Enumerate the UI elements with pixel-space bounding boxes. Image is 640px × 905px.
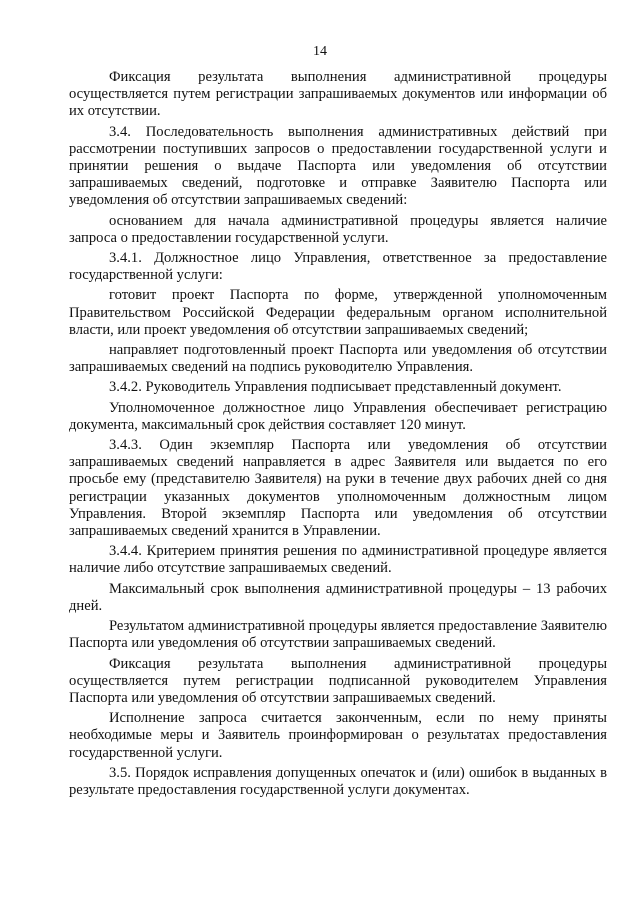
paragraph-3-4-2: 3.4.2. Руководитель Управления подписывает представленный документ. — [109, 379, 562, 396]
paragraph-max-term: Максимальный срок выполнения административной процедуры – 13 рабочих дней. — [69, 580, 607, 614]
paragraph-registration: Уполномоченное должностное лицо Управления обеспечивает регистрацию документа, максимальный срок действия составляет 120 минут. — [69, 399, 607, 433]
document-body — [69, 69, 607, 802]
paragraph-3-5: 3.5. Порядок исправления допущенных опечаток и (или) ошибок в выданных в результате предоставления государственной услуги документах. — [69, 764, 607, 798]
paragraph-fixation-signed: Фиксация результата выполнения административной процедуры осуществляется путем регистрации подписанной руководителем Управления Паспорта или уведомления об отсутствии запрашиваемых сведений. — [69, 655, 607, 706]
paragraph-fixation-result: Фиксация результата выполнения административной процедуры осуществляется путем регистрации запрашиваемых документов или информации об их отсутствии. — [69, 69, 607, 120]
page-number: 14 — [313, 44, 327, 59]
paragraph-3-4-3: 3.4.3. Один экземпляр Паспорта или уведомления об отсутствии запрашиваемых сведений направляется в адрес Заявителя или выдается по его просьбе ему (представителю Заявителя) на руки в течение двух рабочих дней со дня регистрации указанных документов уполномоченным должностным лицом Управления. Второй экземпляр Паспорта или уведомления об отсутствии запрашиваемых сведений хранится в Управлении. — [69, 437, 607, 540]
paragraph-sends-draft: направляет подготовленный проект Паспорта или уведомления об отсутствии запрашиваемых сведений на подпись руководителю Управления. — [69, 342, 607, 376]
paragraph-basis: основанием для начала административной процедуры является наличие запроса о предоставлении государственной услуги. — [69, 212, 607, 246]
paragraph-3-4-4: 3.4.4. Критерием принятия решения по административной процедуре является наличие либо отсутствие запрашиваемых сведений. — [69, 543, 607, 577]
paragraph-request-completed: Исполнение запроса считается законченным, если по нему приняты необходимые меры и Заявитель проинформирован о результатах предоставления государственной услуги. — [69, 710, 607, 761]
paragraph-result: Результатом административной процедуры является предоставление Заявителю Паспорта или уведомления об отсутствии запрашиваемых сведений. — [69, 618, 607, 652]
paragraph-3-4-1: 3.4.1. Должностное лицо Управления, ответственное за предоставление государственной услуги: — [69, 250, 607, 284]
paragraph-3-4: 3.4. Последовательность выполнения административных действий при рассмотрении поступивших запросов о предоставлении государственной услуги и принятии решения о выдаче Паспорта или уведомления об отсутствии запрашиваемых сведений, подготовке и отправке Заявителю Паспорта или уведомления об отсутствии запрашиваемых сведений: — [69, 123, 607, 209]
paragraph-prepares-draft: готовит проект Паспорта по форме, утвержденной уполномоченным Правительством Российской Федерации федеральным органом исполнительной власти, или проект уведомления об отсутствии запрашиваемых сведений; — [69, 287, 607, 338]
